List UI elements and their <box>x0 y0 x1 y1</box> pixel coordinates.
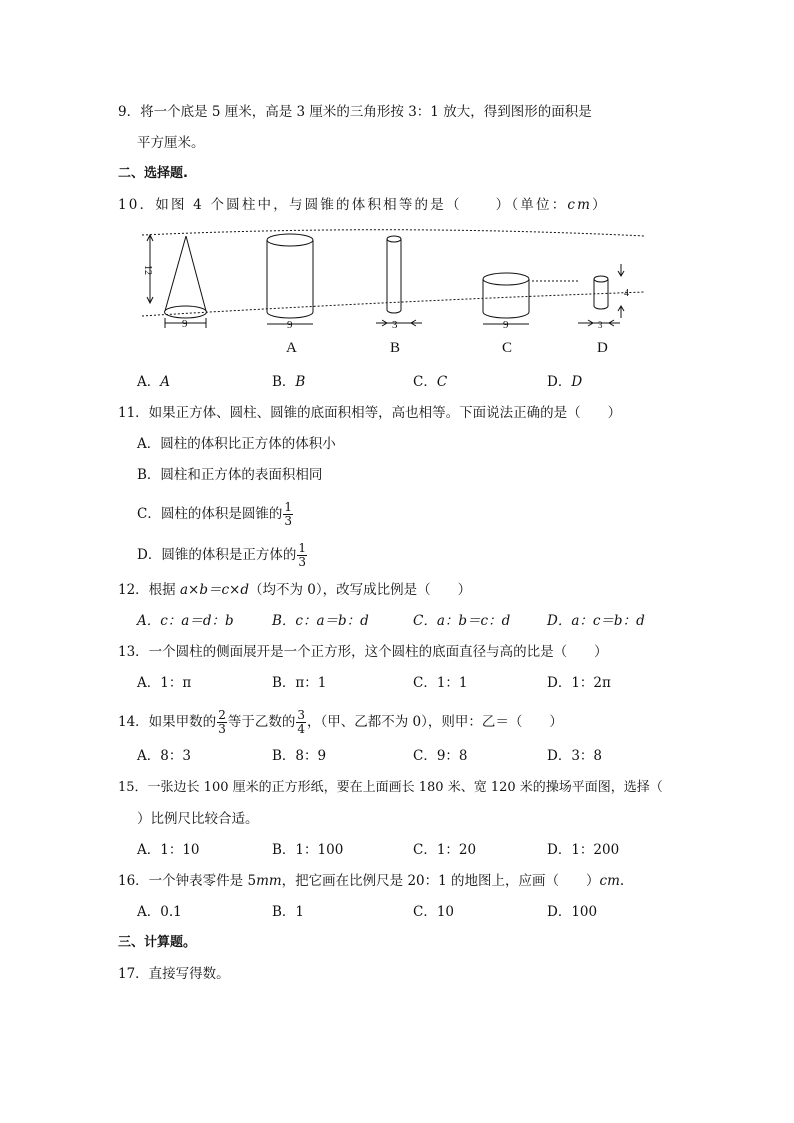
label-d: D <box>597 340 608 356</box>
q12-option-c[interactable]: C．a：b＝c：d <box>413 613 511 629</box>
section-choice-heading: 二、选择题. <box>118 166 188 181</box>
cylinder-a <box>267 234 313 356</box>
cylinder-d-diameter-label: 3 <box>598 320 603 330</box>
q11-option-d[interactable]: D．圆锥的体积是正方体的 $\frac{1}{3}$ <box>137 541 306 569</box>
q10-option-b[interactable]: B．B <box>272 374 306 390</box>
q15-option-d[interactable]: D．1：200 <box>547 842 620 858</box>
q15-option-a[interactable]: A．1：10 <box>137 842 200 858</box>
cylinder-c-diameter-label: 9 <box>503 319 509 331</box>
fraction-three-quarters: $\frac{3}{4}$ <box>297 708 305 736</box>
cylinder-c <box>483 273 580 356</box>
q16-stem: 16．一个钟表零件是 5mm，把它画在比例尺是 20：1 的地图上，应画（ ）cm. <box>118 873 625 889</box>
q14-option-b[interactable]: B．8：9 <box>272 748 327 764</box>
q14-option-d[interactable]: D．3：8 <box>547 748 603 764</box>
fraction-two-thirds: $\frac{2}{3}$ <box>218 708 226 736</box>
q12-stem: 12．根据 a×b＝c×d（均不为 0），改写成比例是（ ） <box>118 582 472 598</box>
cone-cylinder-figure <box>140 226 650 361</box>
top-dotted-line <box>142 230 645 236</box>
q12-option-a[interactable]: A．c：a＝d：b <box>137 613 234 629</box>
q16-option-d[interactable]: D．100 <box>547 904 598 920</box>
q10-option-d[interactable]: D．D <box>547 374 583 390</box>
bottom-dotted-line <box>142 292 645 316</box>
cylinder-d-height-label: 4 <box>624 288 629 299</box>
q16-option-c[interactable]: C．10 <box>413 904 455 920</box>
fraction-one-third: $\frac{1}{3}$ <box>284 500 292 528</box>
q12-option-d[interactable]: D．a：c＝b：d <box>547 613 645 629</box>
q15-option-b[interactable]: B．1：100 <box>272 842 344 858</box>
q10-option-c[interactable]: C．C <box>413 374 448 390</box>
q9-line1: 9．将一个底是 5 厘米，高是 3 厘米的三角形按 3：1 放大，得到图形的面积是 <box>118 104 592 120</box>
label-a: A <box>286 340 297 356</box>
cylinder-b-diameter-label: 3 <box>392 319 398 331</box>
cone <box>165 236 207 330</box>
section-calc-heading: 三、计算题。 <box>118 935 197 950</box>
q15-line2: ）比例尺比较合适。 <box>137 811 259 827</box>
label-b: B <box>390 340 401 356</box>
label-c: C <box>502 340 513 356</box>
cone-diameter-label: 9 <box>182 318 188 330</box>
q14-option-c[interactable]: C．9：8 <box>413 748 468 764</box>
q10-stem: 10．如图 4 个圆柱中，与圆锥的体积相等的是（ ）（单位：cm） <box>118 197 608 213</box>
cylinder-d <box>578 264 629 356</box>
q10-option-a[interactable]: A．A <box>137 374 170 390</box>
q17-stem: 17．直接写得数。 <box>118 966 230 982</box>
q15-option-c[interactable]: C．1：20 <box>413 842 477 858</box>
q9-line2: 平方厘米。 <box>137 135 205 151</box>
q13-option-b[interactable]: B．π：1 <box>272 675 327 691</box>
cylinder-a-diameter-label: 9 <box>287 319 293 331</box>
q12-option-b[interactable]: B．c：a＝b：d <box>272 613 369 629</box>
q13-option-a[interactable]: A．1：π <box>137 675 192 691</box>
q15-line1: 15．一张边长 100 厘米的正方形纸，要在上面画长 180 米、宽 120 米的操场平面图，选择（ <box>118 780 663 795</box>
cone-height-label: 12 <box>142 265 153 275</box>
q14-stem: 14．如果甲数的 $\frac{2}{3}$ 等于乙数的 $\frac{3}{4}$ ，（甲、乙都不为 0），则甲：乙＝（ ） <box>118 708 563 736</box>
q14-option-a[interactable]: A．8：3 <box>137 748 191 764</box>
cylinder-b <box>376 236 422 356</box>
q13-stem: 13．一个圆柱的侧面展开是一个正方形，这个圆柱的底面直径与高的比是（ ） <box>118 644 608 660</box>
q11-option-c[interactable]: C．圆柱的体积是圆锥的 $\frac{1}{3}$ <box>137 500 292 528</box>
q13-option-c[interactable]: C．1：1 <box>413 675 468 691</box>
q11-option-b[interactable]: B．圆柱和正方体的表面积相同 <box>137 467 323 483</box>
q16-option-a[interactable]: A．0.1 <box>137 904 182 920</box>
q16-option-b[interactable]: B．1 <box>272 904 305 920</box>
fraction-one-third: $\frac{1}{3}$ <box>298 541 306 569</box>
q11-stem: 11．如果正方体、圆柱、圆锥的底面积相等，高也相等。下面说法正确的是（ ） <box>118 405 622 421</box>
q11-option-a[interactable]: A．圆柱的体积比正方体的体积小 <box>137 436 336 452</box>
q13-option-d[interactable]: D．1：2π <box>547 675 611 691</box>
